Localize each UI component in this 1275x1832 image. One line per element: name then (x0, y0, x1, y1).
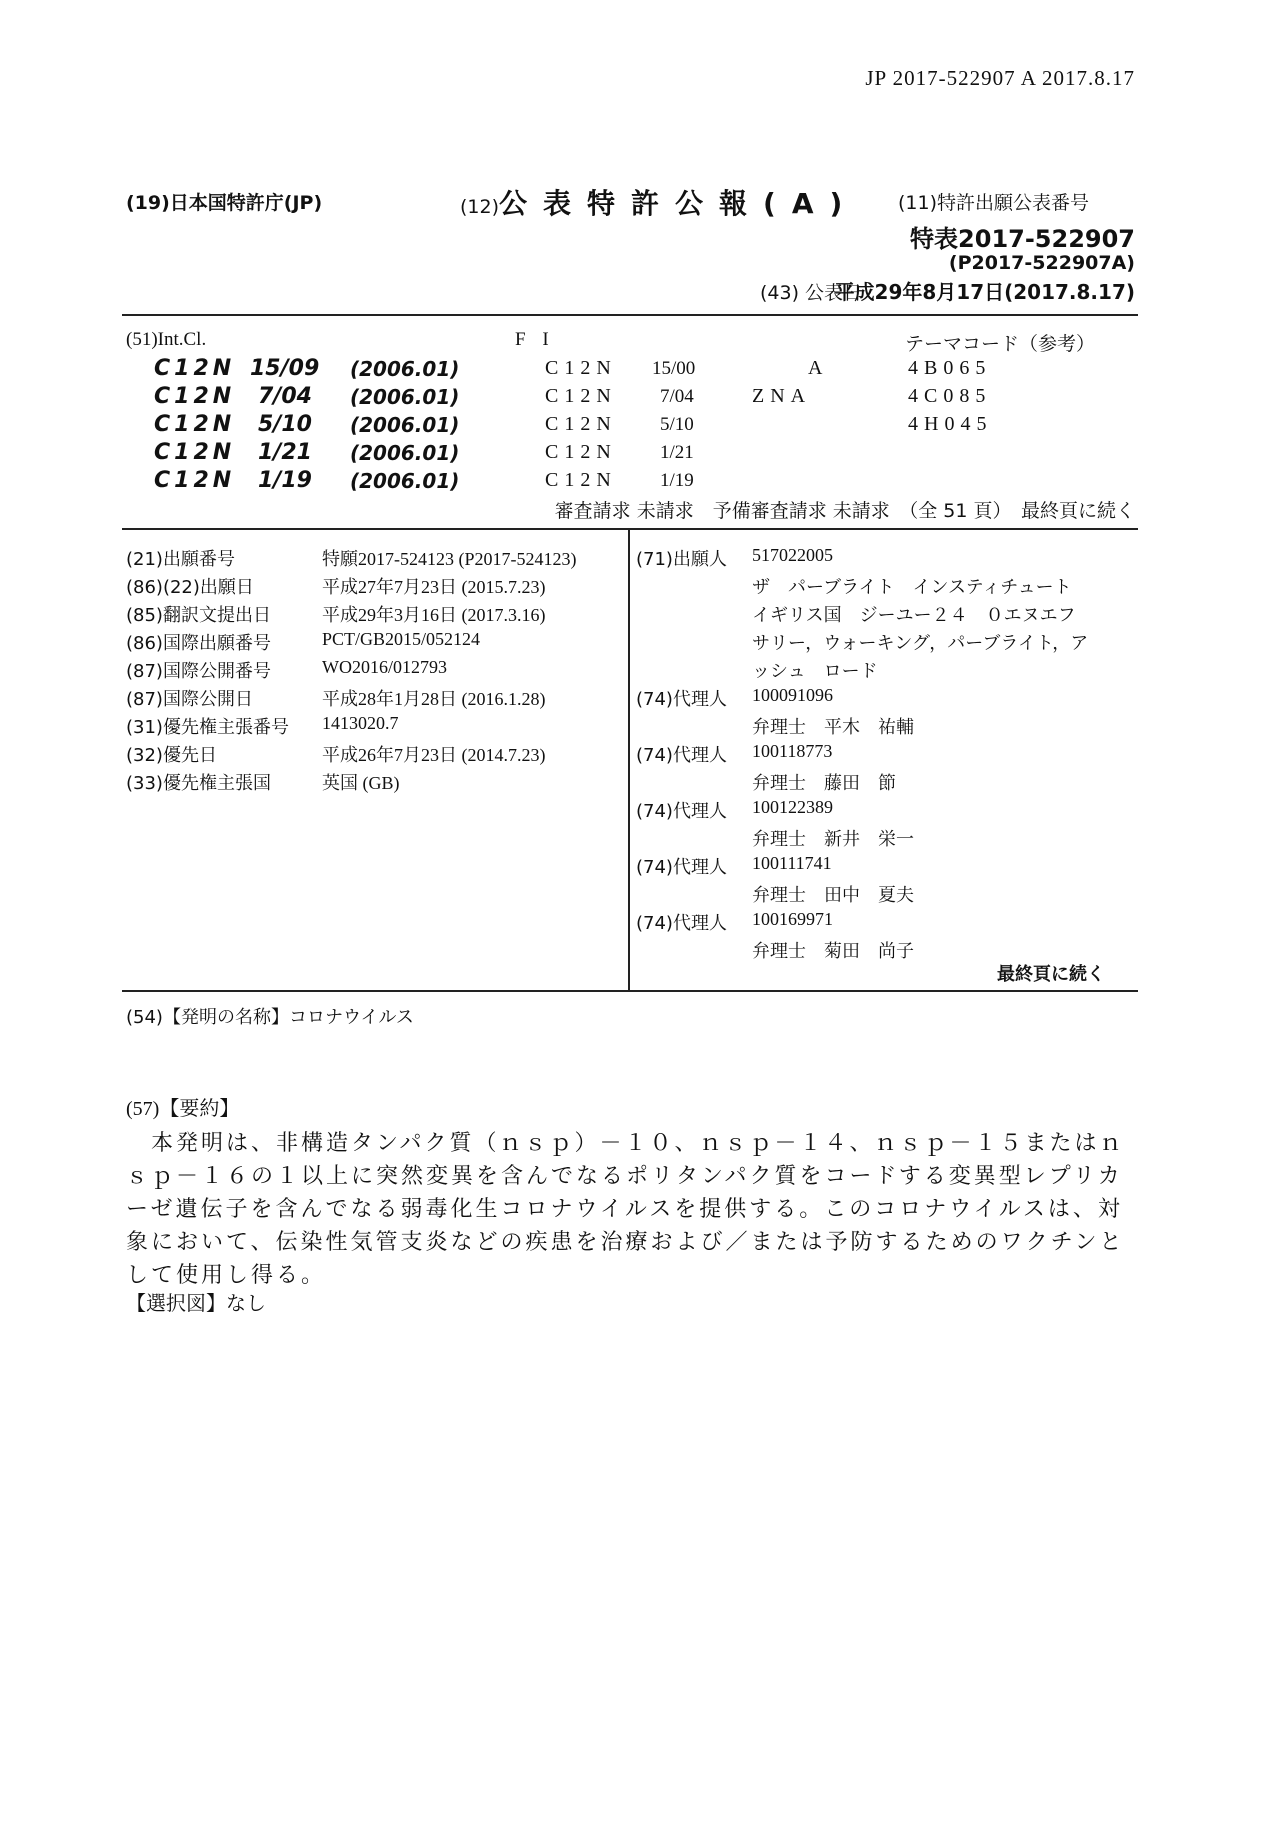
theme-code: 4B065 (908, 357, 992, 379)
ipc-class: C12N (154, 440, 236, 465)
examination-line: 審査請求 未請求 予備審査請求 未請求 （全 51 頁） 最終頁に続く (554, 500, 1135, 522)
bib-value: 英国 (GB) (322, 773, 400, 793)
publication-number-alt: (P2017-522907A) (948, 252, 1135, 274)
bib-value: 100169971 (752, 909, 833, 929)
ipc-group: 5/10 (258, 412, 312, 437)
continued-note: 最終頁に続く (997, 964, 1105, 985)
ipc-version: (2006.01) (350, 469, 460, 493)
fi-class: C12N (545, 441, 617, 463)
publication-kind (460, 182, 858, 222)
publication-date: 平成29年8月17日(2017.8.17) (834, 280, 1135, 304)
publication-kind-title: 公表特許公報(A) (499, 187, 859, 220)
bib-label: (86)国際出願番号 (126, 633, 271, 654)
pubno-label: (11)特許出願公表番号 (898, 192, 1090, 214)
divider-bottom (122, 990, 1138, 992)
abstract-line: ｓｐ－１６の１以上に突然変異を含んでなるポリタンパク質をコードする変異型レプリカ (126, 1163, 1123, 1188)
bib-value: PCT/GB2015/052124 (322, 629, 481, 649)
divider-top (122, 314, 1138, 316)
theme-code: 4H045 (908, 413, 993, 435)
fi-group: 7/04 (660, 386, 694, 407)
bib-label: (74)代理人 (636, 689, 727, 710)
ipc-group: 1/21 (258, 440, 312, 465)
abstract-line: ーゼ遺伝子を含んでなる弱毒化生コロナウイルスを提供する。このコロナウイルスは、対 (126, 1196, 1123, 1221)
abstract-heading: (57)【要約】 (126, 1098, 240, 1120)
divider-middle (122, 528, 1138, 530)
bib-value: 特願2017-524123 (P2017-524123) (322, 549, 577, 569)
fi-flag: A (808, 357, 829, 379)
fi-class: C12N (545, 469, 617, 491)
int-cl-label: (51)Int.Cl. (126, 329, 207, 350)
fi-group: 1/21 (660, 442, 694, 463)
office-name: (19)日本国特許庁(JP) (126, 192, 323, 214)
bib-label: (87)国際公開番号 (126, 661, 271, 682)
ipc-version: (2006.01) (350, 413, 460, 437)
bib-value: WO2016/012793 (322, 657, 447, 677)
selected-figure: 【選択図】なし (126, 1293, 266, 1315)
publication-kind-prefix: (12) (460, 196, 500, 218)
bib-value: 517022005 (752, 545, 833, 565)
pubdate-label: (43) 公表日 (760, 282, 863, 304)
fi-class: C12N (545, 413, 617, 435)
bib-value: 100091096 (752, 685, 833, 705)
bib-value: 100111741 (752, 853, 832, 873)
bib-label: (33)優先権主張国 (126, 773, 271, 794)
fi-flag: ZNA (752, 385, 812, 407)
publication-number: 特表2017-522907 (910, 225, 1135, 253)
bib-value: 100118773 (752, 741, 833, 761)
bib-value: サリー，ウォーキング，パーブライト，ア (752, 633, 1089, 654)
ipc-class: C12N (154, 356, 236, 381)
ipc-version: (2006.01) (350, 385, 460, 409)
ipc-version: (2006.01) (350, 357, 460, 381)
bib-value: ッシュ ロード (752, 661, 878, 682)
document-id: JP 2017-522907 A 2017.8.17 (865, 66, 1135, 90)
bib-label: (85)翻訳文提出日 (126, 605, 271, 626)
bib-value: ザ パーブライト インスティチュート (752, 577, 1072, 598)
fi-group: 1/19 (660, 470, 694, 491)
ipc-class: C12N (154, 384, 236, 409)
fi-class: C12N (545, 357, 617, 379)
column-divider (628, 528, 630, 990)
bib-value: 平成27年7月23日 (2015.7.23) (322, 577, 546, 597)
abstract-line: 本発明は、非構造タンパク質（ｎｓｐ）－１０、ｎｓｐ－１４、ｎｓｐ－１５またはｎ (126, 1130, 1125, 1155)
bib-label: (21)出願番号 (126, 549, 235, 570)
bib-label: (87)国際公開日 (126, 689, 253, 710)
fi-group: 5/10 (660, 414, 694, 435)
fi-group: 15/00 (652, 358, 696, 379)
ipc-group: 1/19 (258, 468, 312, 493)
bib-value: 弁理士 平木 祐輔 (752, 717, 914, 738)
bib-value: 1413020.7 (322, 713, 399, 733)
bib-value: 平成28年1月28日 (2016.1.28) (322, 689, 546, 709)
ipc-class: C12N (154, 412, 236, 437)
fi-label: F I (515, 329, 555, 350)
ipc-version: (2006.01) (350, 441, 460, 465)
bib-label: (74)代理人 (636, 801, 727, 822)
invention-title: (54)【発明の名称】コロナウイルス (126, 1007, 414, 1028)
fi-class: C12N (545, 385, 617, 407)
abstract-line: して使用し得る。 (126, 1262, 327, 1287)
bib-value: イギリス国 ジーユー２４ ０エヌエフ (752, 605, 1076, 626)
bib-label: (74)代理人 (636, 745, 727, 766)
bib-label: (71)出願人 (636, 549, 727, 570)
bib-value: 平成29年3月16日 (2017.3.16) (322, 605, 546, 625)
ipc-class: C12N (154, 468, 236, 493)
bib-label: (74)代理人 (636, 913, 727, 934)
bib-value: 弁理士 田中 夏夫 (752, 885, 914, 906)
bib-label: (32)優先日 (126, 745, 217, 766)
bib-value: 弁理士 菊田 尚子 (752, 941, 914, 962)
bib-value: 平成26年7月23日 (2014.7.23) (322, 745, 546, 765)
abstract-line: 象において、伝染性気管支炎などの疾患を治療および／または予防するためのワクチンと (126, 1229, 1125, 1254)
bib-label: (86)(22)出願日 (126, 577, 254, 598)
bib-label: (74)代理人 (636, 857, 727, 878)
bib-value: 100122389 (752, 797, 833, 817)
theme-code: 4C085 (908, 385, 992, 407)
bib-value: 弁理士 新井 栄一 (752, 829, 914, 850)
bib-value: 弁理士 藤田 節 (752, 773, 896, 794)
ipc-group: 15/09 (250, 356, 320, 381)
bib-label: (31)優先権主張番号 (126, 717, 289, 738)
theme-code-label: テーマコード（参考） (905, 333, 1096, 355)
ipc-group: 7/04 (258, 384, 312, 409)
